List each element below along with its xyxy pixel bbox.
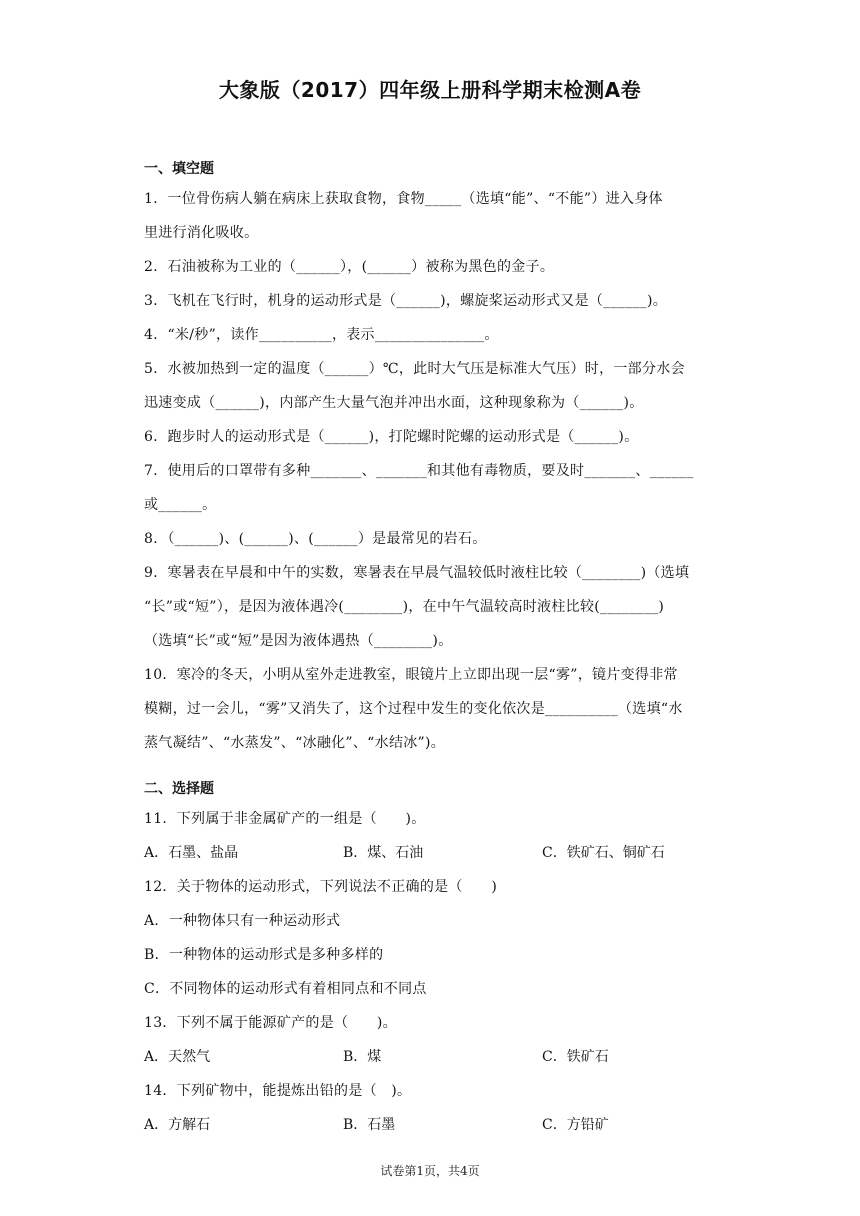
option-b: B．一种物体的运动形式是多种多样的 — [144, 947, 384, 963]
question-13-stem: 13．下列不属于能源矿产的是（ )。 — [144, 1015, 397, 1031]
option-b: B．石墨 — [343, 1117, 396, 1133]
question-14-options — [144, 1108, 718, 1142]
option-a: A．方解石 — [144, 1117, 211, 1133]
question-line: 1．一位骨伤病人躺在病床上获取食物，食物_____（选填“能”、“不能”）进入身体 — [144, 191, 663, 207]
question-line: （选填“长”或“短”是因为液体遇热（________)。 — [144, 633, 453, 649]
section-heading-choice: 二、选择题 — [144, 781, 214, 797]
question-line: 3．飞机在飞行时，机身的运动形式是（______)，螺旋桨运动形式又是（______)。 — [144, 293, 668, 309]
question-line: “长”或“短”），是因为液体遇冷(________)，在中午气温较高时液柱比较(________) — [144, 599, 665, 615]
question-12-stem: 12．关于物体的运动形式，下列说法不正确的是（ ) — [144, 879, 498, 895]
option-a: A．石墨、盐晶 — [144, 845, 239, 861]
question-14-stem: 14．下列矿物中，能提炼出铅的是（ )。 — [144, 1083, 412, 1099]
question-line: 模糊，过一会儿，“雾”又消失了，这个过程中发生的变化依次是__________（选填“水 — [144, 701, 683, 717]
section-heading-fill-blank: 一、填空题 — [144, 161, 214, 177]
option-c: C．铁矿石、铜矿石 — [542, 845, 665, 861]
question-line: 4．“米/秒”，读作__________，表示_______________。 — [144, 327, 499, 343]
option-c: C．方铅矿 — [542, 1117, 609, 1133]
question-13-options — [144, 1040, 718, 1074]
exam-content — [144, 156, 718, 1142]
option-c: C．不同物体的运动形式有着相同点和不同点 — [144, 981, 427, 997]
option-a: A．天然气 — [144, 1049, 211, 1065]
question-11-stem: 11．下列属于非金属矿产的一组是（ )。 — [144, 811, 426, 827]
option-a: A．一种物体只有一种运动形式 — [144, 913, 341, 929]
question-line: 5．水被加热到一定的温度（______）℃，此时大气压是标准大气压）时，一部分水会 — [144, 361, 685, 377]
question-line: 迅速变成（______)，内部产生大量气泡并冲出水面，这种现象称为（______)。 — [144, 395, 644, 411]
question-11-options — [144, 836, 718, 870]
page-title: 大象版（2017）四年级上册科学期末检测A卷 — [218, 78, 642, 102]
question-line: 6．跑步时人的运动形式是（______)，打陀螺时陀螺的运动形式是（______)。 — [144, 429, 639, 445]
option-b: B．煤 — [343, 1049, 382, 1065]
question-line: 或______。 — [144, 497, 217, 513]
option-b: B．煤、石油 — [343, 845, 424, 861]
question-line: 10．寒冷的冬天，小明从室外走进教室，眼镜片上立即出现一层“雾”，镜片变得非常 — [144, 667, 678, 683]
question-line: 9．寒暑表在早晨和中午的实数，寒暑表在早晨气温较低时液柱比较（________)（选填 — [144, 565, 690, 581]
question-line: 里进行消化吸收。 — [144, 225, 259, 241]
question-line: 蒸气凝结”、“水蒸发”、“冰融化”、“水结冰”)。 — [144, 735, 446, 751]
question-line: 2．石油被称为工业的（______），(______）被称为黑色的金子。 — [144, 259, 555, 275]
question-line: 8．（______)、(______)、(______）是最常见的岩石。 — [144, 531, 487, 547]
page-footer: 试卷第1页，共4页 — [380, 1164, 480, 1178]
option-c: C．铁矿石 — [542, 1049, 609, 1065]
question-line: 7．使用后的口罩带有多种_______、_______和其他有毒物质，要及时_______、______ — [144, 463, 694, 479]
